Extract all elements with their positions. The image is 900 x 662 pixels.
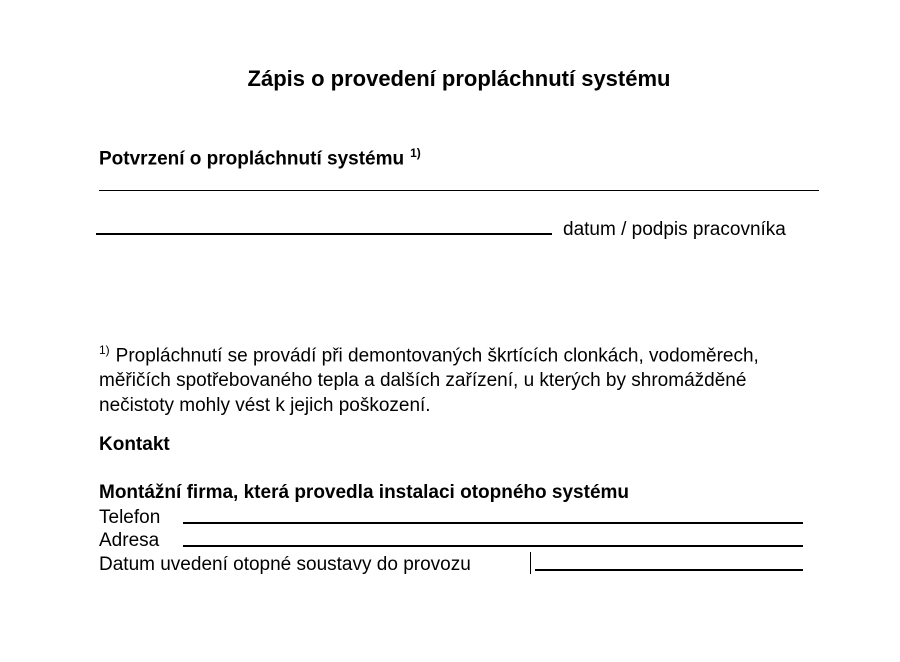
confirmation-line[interactable] xyxy=(99,190,819,191)
address-field[interactable] xyxy=(183,545,803,547)
phone-label: Telefon xyxy=(99,507,161,528)
footnote-reference: 1) xyxy=(410,146,421,160)
footnote-marker: 1) xyxy=(99,343,110,357)
commissioning-date-field[interactable] xyxy=(535,569,803,571)
phone-field[interactable] xyxy=(183,522,803,524)
text-cursor xyxy=(530,552,531,574)
confirmation-heading xyxy=(99,146,421,170)
company-heading: Montážní firma, která provedla instalaci otopného systému xyxy=(99,482,630,503)
contact-heading: Kontakt xyxy=(99,434,170,455)
commissioning-date-label: Datum uvedení otopné soustavy do provozu xyxy=(99,554,471,575)
address-label: Adresa xyxy=(99,530,160,551)
footnote-text: Propláchnutí se provádí při demontovaných škrtících clonkách, vodoměrech, měřičích spotřebovaného tepla a dalších zařízení, u kterých by shromážděné nečistoty mohly vést k jejich poškození. xyxy=(99,345,759,417)
confirmation-heading-text: Potvrzení o propláchnutí systému xyxy=(99,148,405,170)
signature-line[interactable] xyxy=(96,233,552,235)
signature-label: datum / podpis pracovníka xyxy=(563,219,786,240)
footnote xyxy=(99,338,819,418)
document-title: Zápis o provedení propláchnutí systému xyxy=(247,66,671,91)
